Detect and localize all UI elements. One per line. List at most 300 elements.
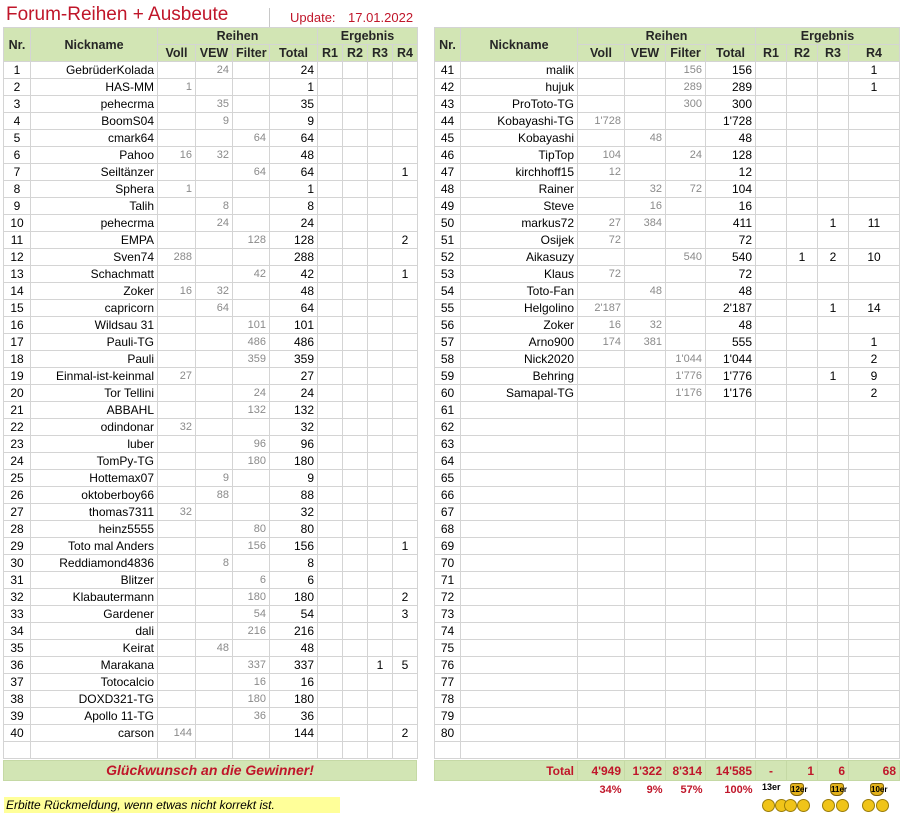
cell-r2 xyxy=(787,147,818,164)
cell-r2 xyxy=(787,351,818,368)
cell-nickname xyxy=(461,470,578,487)
cell-filter xyxy=(666,640,706,657)
table-row xyxy=(435,402,900,419)
cell-nickname: Seiltänzer xyxy=(31,164,158,181)
cell-nickname xyxy=(461,708,578,725)
cell-r3 xyxy=(368,62,393,79)
cell-r2 xyxy=(787,130,818,147)
cell-r3 xyxy=(368,334,393,351)
cell-nickname xyxy=(461,402,578,419)
table-row xyxy=(435,266,900,283)
cell-r4 xyxy=(393,555,418,572)
cell-vew xyxy=(196,725,233,742)
cell-filter xyxy=(233,62,270,79)
cell-filter xyxy=(233,419,270,436)
total-r4: 68 xyxy=(849,761,900,781)
cell-nickname xyxy=(461,589,578,606)
col-vew: VEW xyxy=(625,45,666,62)
cell-r1 xyxy=(756,181,787,198)
cell-vew xyxy=(625,232,666,249)
table-row xyxy=(4,351,418,368)
cell-r1 xyxy=(318,147,343,164)
cell-vew xyxy=(625,470,666,487)
cell-total: 1'044 xyxy=(706,351,756,368)
cell-r4 xyxy=(393,419,418,436)
cell-filter xyxy=(666,470,706,487)
cell-r3 xyxy=(368,470,393,487)
cell-r2: 1 xyxy=(787,249,818,266)
table-row xyxy=(435,504,900,521)
col-vew: VEW xyxy=(196,45,233,62)
cell-total: 104 xyxy=(706,181,756,198)
cell-total: 1'776 xyxy=(706,368,756,385)
table-row xyxy=(4,419,418,436)
cell-nr: 67 xyxy=(435,504,461,521)
cell-r1 xyxy=(318,368,343,385)
cell-total: 216 xyxy=(270,623,318,640)
cell-voll xyxy=(578,725,625,742)
cell-nickname: Toto-Fan xyxy=(461,283,578,300)
table-row xyxy=(435,334,900,351)
cell-r3 xyxy=(368,147,393,164)
table-row xyxy=(4,62,418,79)
cell-voll xyxy=(578,130,625,147)
cell-nickname: hujuk xyxy=(461,79,578,96)
table-row xyxy=(435,385,900,402)
cell-r2 xyxy=(343,708,368,725)
cell-vew: 24 xyxy=(196,62,233,79)
table-row xyxy=(435,113,900,130)
cell-r3 xyxy=(818,419,849,436)
cell-total: 35 xyxy=(270,96,318,113)
cell-r1 xyxy=(756,538,787,555)
cell-r1 xyxy=(318,674,343,691)
cell-voll xyxy=(158,215,196,232)
cell-vew xyxy=(625,351,666,368)
cell-filter xyxy=(666,402,706,419)
cell-nickname xyxy=(461,640,578,657)
cell-voll xyxy=(158,555,196,572)
cell-voll xyxy=(578,283,625,300)
cell-nr: 1 xyxy=(4,62,31,79)
cell-vew: 24 xyxy=(196,215,233,232)
cell-total: 2'187 xyxy=(706,300,756,317)
cell-vew: 384 xyxy=(625,215,666,232)
cell-voll xyxy=(158,164,196,181)
cell-r3 xyxy=(818,147,849,164)
cell-nr: 41 xyxy=(435,62,461,79)
cell-total xyxy=(706,691,756,708)
cell-r4: 1 xyxy=(393,164,418,181)
cell-filter xyxy=(233,640,270,657)
cell-r1 xyxy=(756,402,787,419)
table-row xyxy=(4,555,418,572)
cell-r3 xyxy=(368,538,393,555)
cell-r3 xyxy=(368,572,393,589)
cell-r3 xyxy=(818,589,849,606)
cell-nr: 77 xyxy=(435,674,461,691)
cell-vew xyxy=(196,691,233,708)
cell-total: 1'176 xyxy=(706,385,756,402)
cell-filter: 180 xyxy=(233,453,270,470)
table-row xyxy=(4,572,418,589)
cell-voll xyxy=(578,62,625,79)
cell-r1 xyxy=(756,725,787,742)
cell-total: 72 xyxy=(706,232,756,249)
cell-filter: 132 xyxy=(233,402,270,419)
cell-voll xyxy=(578,96,625,113)
cell-vew: 16 xyxy=(625,198,666,215)
cell-nickname: Helgolino xyxy=(461,300,578,317)
cell-total: 540 xyxy=(706,249,756,266)
cell-r4 xyxy=(393,96,418,113)
cell-r3 xyxy=(368,436,393,453)
cell-r2 xyxy=(343,504,368,521)
cell-nickname: Hottemax07 xyxy=(31,470,158,487)
cell-nickname: luber xyxy=(31,436,158,453)
cell-vew: 48 xyxy=(196,640,233,657)
cell-vew: 32 xyxy=(196,283,233,300)
cell-voll: 12 xyxy=(578,164,625,181)
cell-nr: 64 xyxy=(435,453,461,470)
table-row xyxy=(435,674,900,691)
cell-nickname: Einmal-ist-keinmal xyxy=(31,368,158,385)
cell-r2 xyxy=(787,402,818,419)
cell-filter xyxy=(233,113,270,130)
cell-filter xyxy=(666,317,706,334)
cell-filter: 36 xyxy=(233,708,270,725)
table-row xyxy=(435,470,900,487)
table-row xyxy=(435,691,900,708)
cell-r3 xyxy=(368,351,393,368)
header-row-groups xyxy=(435,28,900,45)
cell-total: 48 xyxy=(270,147,318,164)
cell-r4 xyxy=(393,623,418,640)
cell-nickname: Pahoo xyxy=(31,147,158,164)
cell-r3 xyxy=(368,504,393,521)
cell-r2 xyxy=(787,623,818,640)
cell-r2 xyxy=(343,623,368,640)
cell-r2 xyxy=(343,606,368,623)
cell-r4 xyxy=(393,453,418,470)
cell-nickname xyxy=(461,419,578,436)
cell-r3: 1 xyxy=(818,368,849,385)
cell-nr: 39 xyxy=(4,708,31,725)
cell-r3 xyxy=(818,521,849,538)
cell-r3 xyxy=(818,691,849,708)
cell-nickname xyxy=(461,453,578,470)
cell-filter xyxy=(666,283,706,300)
cell-voll: 72 xyxy=(578,266,625,283)
cell-r4: 2 xyxy=(849,351,900,368)
table-row xyxy=(4,606,418,623)
cell-r4 xyxy=(393,572,418,589)
cell-r4 xyxy=(393,283,418,300)
cell-vew xyxy=(196,164,233,181)
cell-vew xyxy=(625,725,666,742)
cell-nr: 14 xyxy=(4,283,31,300)
cell-total: 48 xyxy=(270,640,318,657)
cell-voll xyxy=(578,385,625,402)
cell-r1 xyxy=(318,589,343,606)
cell-nickname: Kobayashi-TG xyxy=(461,113,578,130)
cell-filter xyxy=(666,521,706,538)
cell-filter xyxy=(233,470,270,487)
col-nickname: Nickname xyxy=(31,28,158,62)
cell-voll xyxy=(158,334,196,351)
cell-nr: 4 xyxy=(4,113,31,130)
cell-r2 xyxy=(343,283,368,300)
cell-r2 xyxy=(787,453,818,470)
cell-nickname: oktoberboy66 xyxy=(31,487,158,504)
cell-total: 64 xyxy=(270,164,318,181)
cell-total: 72 xyxy=(706,266,756,283)
cell-nr: 15 xyxy=(4,300,31,317)
cell-vew xyxy=(625,96,666,113)
cell-r1 xyxy=(318,572,343,589)
cell-r4 xyxy=(849,232,900,249)
cell-voll xyxy=(578,657,625,674)
cell-voll xyxy=(578,640,625,657)
cell-voll xyxy=(158,589,196,606)
cell-voll xyxy=(158,538,196,555)
cell-r3 xyxy=(818,198,849,215)
cell-filter: 486 xyxy=(233,334,270,351)
cell-r4 xyxy=(393,249,418,266)
table-row xyxy=(435,521,900,538)
cell-r1 xyxy=(756,317,787,334)
cell-nickname xyxy=(461,623,578,640)
table-row xyxy=(4,589,418,606)
cell-r1 xyxy=(318,419,343,436)
cell-voll xyxy=(158,317,196,334)
rank-11er-icon: 11er xyxy=(822,782,856,814)
cell-nickname: Klaus xyxy=(461,266,578,283)
cell-r3 xyxy=(368,402,393,419)
cell-r2 xyxy=(343,368,368,385)
col-r4: R4 xyxy=(849,45,900,62)
cell-r1 xyxy=(756,368,787,385)
cell-vew: 88 xyxy=(196,487,233,504)
cell-total: 359 xyxy=(270,351,318,368)
cell-r2 xyxy=(787,538,818,555)
cell-r3 xyxy=(368,130,393,147)
cell-nickname: Keirat xyxy=(31,640,158,657)
cell-r1 xyxy=(318,657,343,674)
cell-nickname: Zoker xyxy=(31,283,158,300)
cell-filter: 72 xyxy=(666,181,706,198)
table-row xyxy=(435,181,900,198)
total-vew: 1'322 xyxy=(625,761,666,781)
cell-r4: 5 xyxy=(393,657,418,674)
rank-12er-icon: 12er xyxy=(784,782,818,814)
cell-vew xyxy=(625,62,666,79)
cell-r4 xyxy=(393,368,418,385)
cell-r1 xyxy=(756,351,787,368)
cell-vew xyxy=(196,521,233,538)
cell-r3 xyxy=(818,623,849,640)
table-row xyxy=(4,215,418,232)
cell-r2 xyxy=(787,181,818,198)
cell-vew xyxy=(625,266,666,283)
cell-r4 xyxy=(849,130,900,147)
cell-r2 xyxy=(787,657,818,674)
cell-r1 xyxy=(318,130,343,147)
cell-nr: 13 xyxy=(4,266,31,283)
pct-filter: 57% xyxy=(680,783,703,796)
table-row xyxy=(435,725,900,742)
total-voll: 4'949 xyxy=(578,761,625,781)
cell-r2 xyxy=(343,130,368,147)
cell-nickname: malik xyxy=(461,62,578,79)
cell-nickname: Marakana xyxy=(31,657,158,674)
table-row xyxy=(4,725,418,742)
cell-vew xyxy=(625,657,666,674)
table-row xyxy=(435,130,900,147)
cell-r1 xyxy=(756,470,787,487)
cell-filter xyxy=(233,725,270,742)
table-row xyxy=(4,368,418,385)
cell-r1 xyxy=(318,555,343,572)
table-row xyxy=(4,300,418,317)
cell-nr: 18 xyxy=(4,351,31,368)
cell-nickname: Behring xyxy=(461,368,578,385)
cell-r3 xyxy=(818,402,849,419)
cell-voll xyxy=(158,402,196,419)
col-r3: R3 xyxy=(818,45,849,62)
cell-voll: 1 xyxy=(158,181,196,198)
cell-voll xyxy=(578,623,625,640)
cell-nickname: TipTop xyxy=(461,147,578,164)
cell-r3 xyxy=(368,317,393,334)
cell-r1 xyxy=(756,266,787,283)
table-row xyxy=(4,691,418,708)
cell-vew xyxy=(625,640,666,657)
cell-nr: 71 xyxy=(435,572,461,589)
cell-r1 xyxy=(756,198,787,215)
cell-r4 xyxy=(849,436,900,453)
cell-total xyxy=(706,623,756,640)
cell-vew xyxy=(196,419,233,436)
cell-voll xyxy=(158,691,196,708)
cell-voll: 16 xyxy=(158,283,196,300)
cell-nickname xyxy=(461,572,578,589)
cell-nickname: Zoker xyxy=(461,317,578,334)
cell-r4 xyxy=(393,334,418,351)
cell-total xyxy=(706,674,756,691)
cell-total: 16 xyxy=(270,674,318,691)
cell-total xyxy=(706,708,756,725)
cell-voll: 144 xyxy=(158,725,196,742)
cell-nr: 17 xyxy=(4,334,31,351)
table-row xyxy=(4,96,418,113)
cell-nr: 29 xyxy=(4,538,31,555)
cell-r4 xyxy=(393,113,418,130)
total-label: Total xyxy=(435,761,578,781)
cell-vew xyxy=(196,351,233,368)
cell-total: 1 xyxy=(270,181,318,198)
cell-r2 xyxy=(787,725,818,742)
cell-vew xyxy=(196,606,233,623)
cell-r4: 1 xyxy=(849,334,900,351)
cell-nickname xyxy=(461,555,578,572)
cell-r1 xyxy=(318,79,343,96)
cell-total: 8 xyxy=(270,198,318,215)
cell-r4 xyxy=(849,674,900,691)
table-row xyxy=(4,266,418,283)
cell-vew xyxy=(196,538,233,555)
cell-r2 xyxy=(343,334,368,351)
table-row xyxy=(435,232,900,249)
cell-nickname: Schachmatt xyxy=(31,266,158,283)
table-row xyxy=(435,487,900,504)
cell-r4 xyxy=(393,147,418,164)
cell-r1 xyxy=(318,215,343,232)
cell-r2 xyxy=(787,674,818,691)
cell-r4: 14 xyxy=(849,300,900,317)
cell-total: 8 xyxy=(270,555,318,572)
cell-r4: 1 xyxy=(393,538,418,555)
cell-r4: 1 xyxy=(849,79,900,96)
cell-nickname: ABBAHL xyxy=(31,402,158,419)
pct-voll: 34% xyxy=(599,783,622,796)
cell-r1 xyxy=(756,436,787,453)
cell-r4 xyxy=(849,181,900,198)
cell-filter xyxy=(666,555,706,572)
cell-r2 xyxy=(787,640,818,657)
cell-r2 xyxy=(787,521,818,538)
cell-r2 xyxy=(343,385,368,402)
cell-r1 xyxy=(318,385,343,402)
cell-nr: 24 xyxy=(4,453,31,470)
cell-vew: 9 xyxy=(196,470,233,487)
cell-voll: 27 xyxy=(578,215,625,232)
cell-vew xyxy=(625,300,666,317)
cell-r2 xyxy=(343,657,368,674)
cell-r2 xyxy=(343,181,368,198)
cell-voll xyxy=(158,708,196,725)
cell-total: 48 xyxy=(706,283,756,300)
cell-r2 xyxy=(343,487,368,504)
cell-filter xyxy=(233,300,270,317)
cell-total: 486 xyxy=(270,334,318,351)
cell-nr: 30 xyxy=(4,555,31,572)
cell-r2 xyxy=(343,538,368,555)
table-row xyxy=(435,436,900,453)
cell-r2 xyxy=(787,334,818,351)
cell-r4: 2 xyxy=(393,589,418,606)
totals-row xyxy=(435,761,900,781)
cell-nr: 66 xyxy=(435,487,461,504)
cell-r3 xyxy=(818,453,849,470)
table-row xyxy=(435,198,900,215)
cell-voll: 174 xyxy=(578,334,625,351)
total-total: 14'585 xyxy=(706,761,756,781)
cell-r3 xyxy=(818,470,849,487)
cell-filter xyxy=(666,130,706,147)
cell-nickname: GebrüderKolada xyxy=(31,62,158,79)
cell-r4: 2 xyxy=(849,385,900,402)
cell-voll xyxy=(578,538,625,555)
cell-r4 xyxy=(849,317,900,334)
cell-r4 xyxy=(393,436,418,453)
cell-nr: 7 xyxy=(4,164,31,181)
cell-nickname: thomas7311 xyxy=(31,504,158,521)
cell-r3 xyxy=(368,232,393,249)
cell-filter: 96 xyxy=(233,436,270,453)
update-label: Update: xyxy=(290,10,336,25)
cell-r1 xyxy=(756,283,787,300)
